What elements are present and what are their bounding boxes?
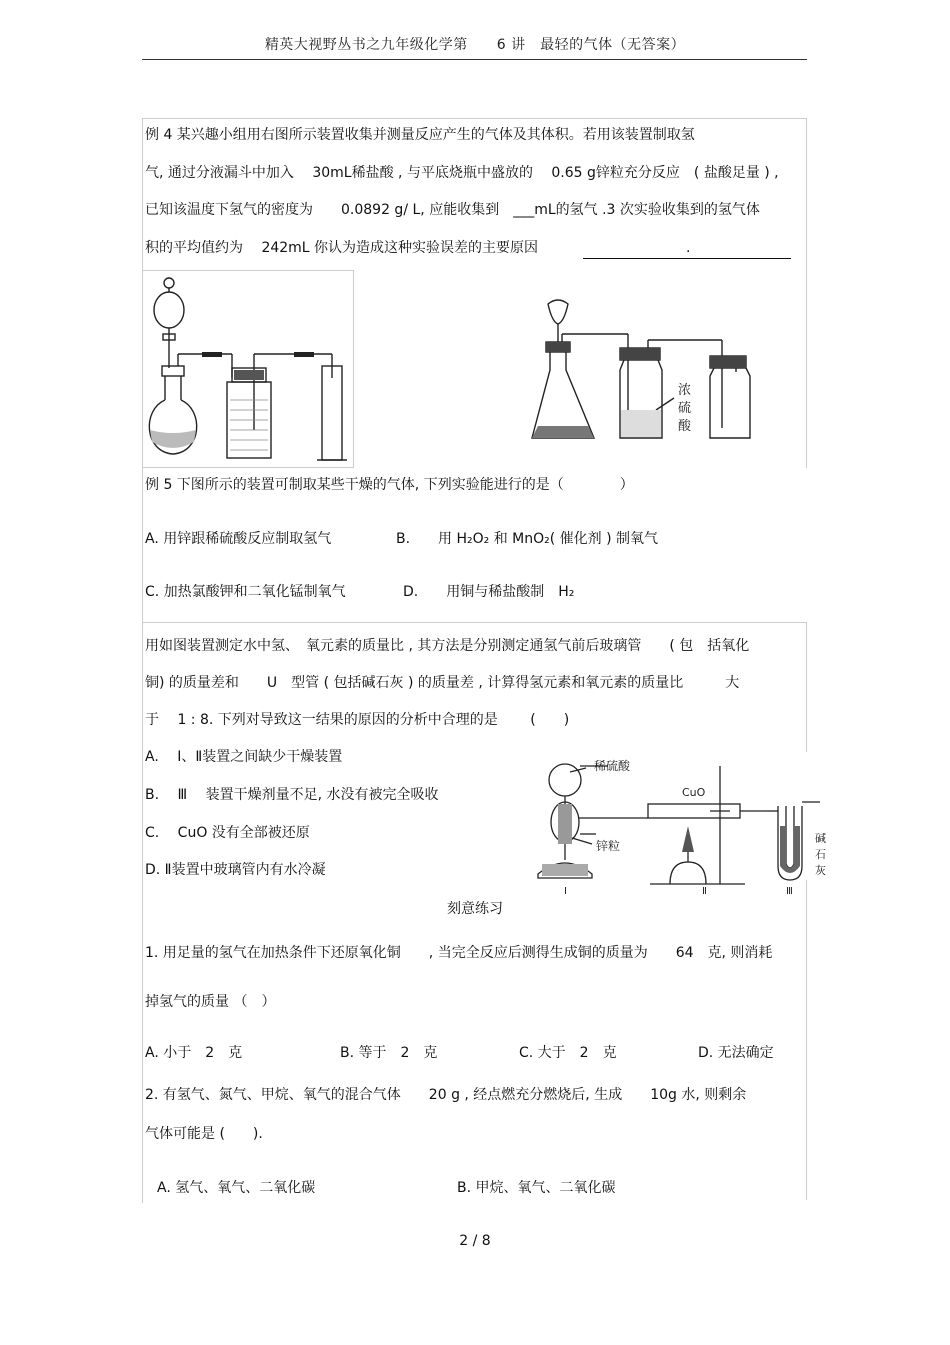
q3-option-a: A. Ⅰ、Ⅱ装置之间缺少干燥装置 [145,749,343,765]
page-header: 精英大视野丛书之九年级化学第 6 讲 最轻的气体（无答案） [264,37,686,53]
frame-right-2 [806,622,807,752]
frame-right-3 [806,880,807,1200]
practice-q2-line1: 2. 有氢气、氮气、甲烷、氧气的混合气体 20 g , 经点燃充分燃烧后, 生成 10g 水, 则剩余 [145,1087,747,1103]
frame-mid [142,622,807,623]
label-liu: 硫 [678,401,692,416]
q3-line2: 铜) 的质量差和 U 型管 ( 包括碱石灰 ) 的质量差 , 计算得氢元素和氧元素的质量比 大 [145,675,740,691]
example5-option-a: A. 用锌跟稀硫酸反应制取氢气 [145,531,332,547]
label-lime-1: 碱 [815,832,826,845]
label-lime-2: 石 [815,848,826,861]
q3-option-d: D. Ⅱ装置中玻璃管内有水冷凝 [145,862,326,878]
practice-q1-option-a: A. 小于 2 克 [145,1045,243,1061]
example5-option-b: B. 用 H₂O₂ 和 MnO₂( 催化剂 ) 制氧气 [396,531,659,547]
q3-option-b: B. Ⅲ 装置干燥剂量不足, 水没有被完全吸收 [145,787,439,803]
frame-top [142,118,807,119]
example4-line4: 积的平均值约为 242mL 你认为造成这种实验误差的主要原因 [145,240,539,256]
practice-q1-line2: 掉氢气的质量 （ ） [145,994,276,1010]
label-zinc: 锌粒 [596,839,621,853]
practice-q1-option-b: B. 等于 2 克 [340,1045,438,1061]
example4-line3: 已知该温度下氢气的密度为 0.0892 g/ L, 应能收集到 ___mL的氢气 .3 次实验收集到的氢气体 [145,202,760,218]
practice-title: 刻意练习 [447,901,503,917]
page-number: 2 / 8 [459,1233,491,1249]
label-nong: 浓 [678,383,692,398]
label-lime-3: 灰 [815,864,826,877]
practice-q2-option-b: B. 甲烷、氧气、二氧化碳 [457,1180,616,1196]
label-II: Ⅱ [702,886,707,896]
q3-line1: 用如图装置测定水中氢、 氧元素的质量比 , 其方法是分别测定通氢气前后玻璃管 ( 包 括氧化 [145,638,750,654]
answer-blank [583,258,791,259]
frame-right-1 [806,118,807,468]
example4-line1: 例 4 某兴趣小组用右图所示装置收集并测量反应产生的气体及其体积。若用该装置制取氢 [145,127,695,143]
practice-q2-line2: 气体可能是 ( ). [145,1126,263,1142]
example5-option-c: C. 加热氯酸钾和二氧化锰制氧气 [145,584,346,600]
practice-q2-option-a: A. 氢气、氧气、二氧化碳 [157,1180,316,1196]
header-rule [142,59,807,60]
q3-line3: 于 1 : 8. 下列对导致这一结果的原因的分析中合理的是 ( ) [145,712,570,728]
label-I: Ⅰ [564,886,567,896]
label-dilute-acid: 稀硫酸 [594,759,631,773]
example4-line4-end: . [686,240,691,256]
apparatus-figure-1 [142,270,354,468]
example5-question: 例 5 下图所示的装置可制取某些干燥的气体, 下列实验能进行的是（ ） [145,477,634,493]
practice-q1-option-d: D. 无法确定 [698,1045,774,1061]
apparatus-figure-3 [530,756,830,896]
label-III: Ⅲ [786,886,793,896]
practice-q1-line1: 1. 用足量的氢气在加热条件下还原氧化铜 , 当完全反应后测得生成铜的质量为 64 克, 则消耗 [145,945,773,961]
example4-line2: 气, 通过分液漏斗中加入 30mL稀盐酸 , 与平底烧瓶中盛放的 0.65 g锌粒充分反应 ( 盐酸足量 ) , [145,165,779,181]
apparatus-figure-2 [528,292,763,442]
practice-q1-option-c: C. 大于 2 克 [519,1045,617,1061]
label-suan: 酸 [678,419,692,434]
label-cuo: CuO [682,786,706,799]
q3-option-c: C. CuO 没有全部被还原 [145,825,310,841]
example5-option-d: D. 用铜与稀盐酸制 H₂ [403,584,575,600]
